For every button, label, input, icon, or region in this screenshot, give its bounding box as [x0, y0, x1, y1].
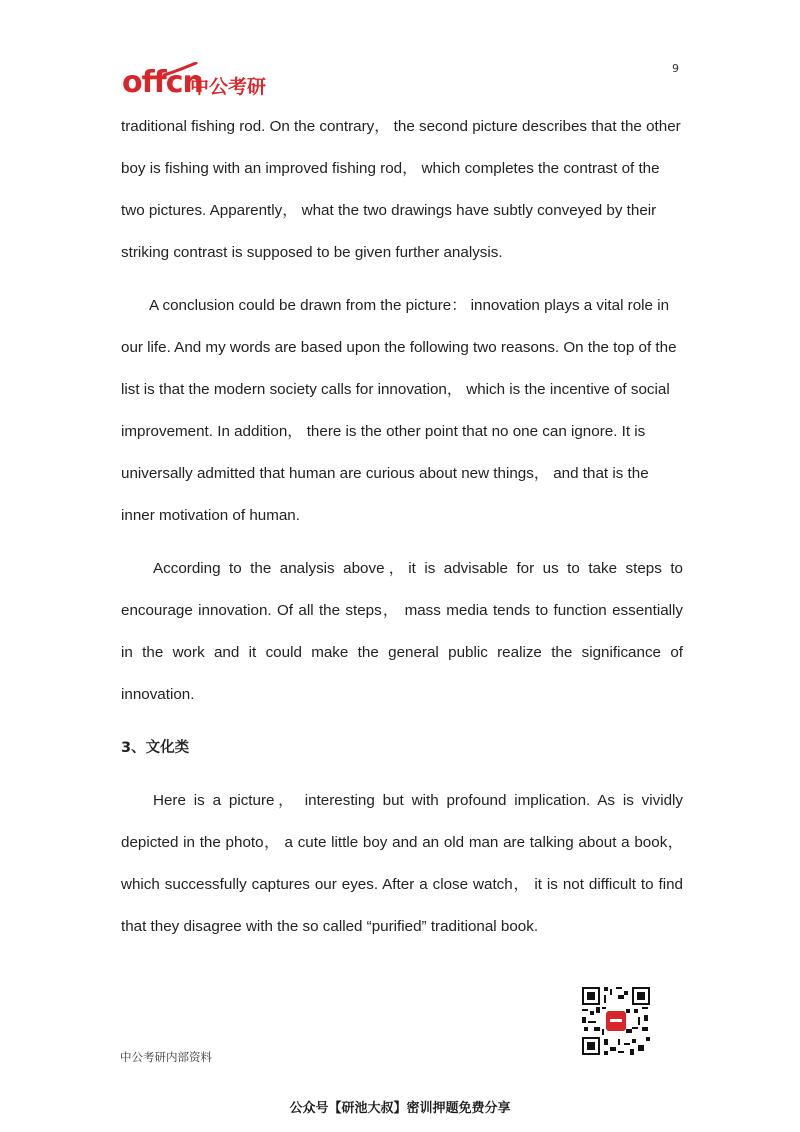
body-paragraph: Here is a picture， interesting but with profound implication. As is vividly depicted in the photo， a cute little boy and an old man are talking about a book， which successfully captures our eyes. After a close watch， it is not difficult to find that they disagree with the so called “purified” traditional book. — [121, 792, 683, 935]
document-body — [121, 106, 683, 948]
logo-latin-text: offcn — [122, 65, 203, 100]
offcn-logo — [122, 62, 292, 104]
section-heading: 3、文化类 — [121, 740, 190, 756]
body-paragraph: According to the analysis above，it is advisable for us to take steps to encourage innovation. Of all the steps， mass media tends to function essentially in the work and it could make the general public realize the significance of innovation. — [121, 560, 683, 703]
page-number: 9 — [672, 62, 679, 75]
body-paragraph: A conclusion could be drawn from the picture： innovation plays a vital role in our life. And my words are based upon the following two reasons. On the top of the list is that the modern society calls for innovation， which is the incentive of social improvement. In addition， there is the other point that no one can ignore. It is universally admitted that human are curious about new things， and that is the inner motivation of human. — [121, 297, 677, 524]
logo-chinese-text: 中公考研 — [190, 76, 267, 98]
footer-center-text: 公众号【研池大叔】密训押题免费分享 — [289, 1101, 511, 1116]
qr-code-icon — [580, 985, 652, 1057]
body-paragraph: traditional fishing rod. On the contrary， the second picture describes that the other boy is fishing with an improved fishing rod， which completes the contrast of the two pictures. Apparently， what the two drawings have subtly conveyed by their striking contrast is supposed to be given further analysis. — [121, 118, 681, 261]
footer-left-text: 中公考研内部资料 — [120, 1050, 212, 1064]
